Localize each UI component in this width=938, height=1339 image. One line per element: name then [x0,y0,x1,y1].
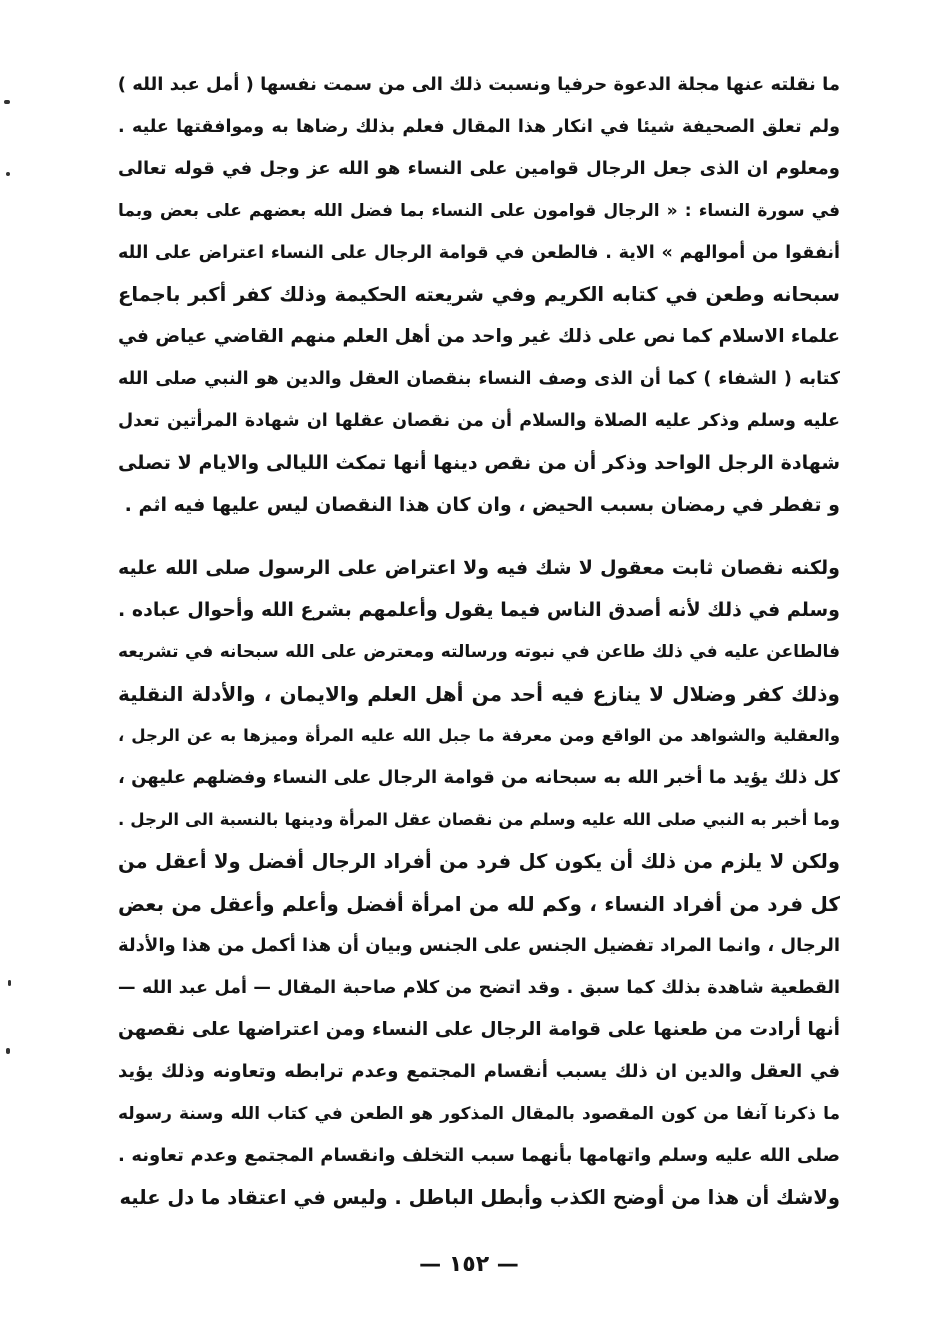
text-line: و تفطر في رمضان بسبب الحيض ، وان كان هذا النقصان ليس عليها فيه اثم . [124,494,840,516]
text-line: عليه وسلم وذكر عليه الصلاة والسلام أن من نقصان عقلها ان شهادة المرأتين تعدل [118,411,840,431]
text-line: ولم تعلق الصحيفة شيئا في انكار هذا المقال فعلم بذلك رضاها به وموافقتها عليه . [118,117,840,137]
text-line: القطعية شاهدة بذلك كما سبق . وقد اتضح من كلام صاحبة المقال — أمل عبد الله — [118,978,840,998]
paragraph-2 [118,547,840,1219]
text-line: ومعلوم ان الذى جعل الرجال قوامين على النساء هو الله عز وجل في قوله تعالى [118,158,840,179]
text-line: فالطاعن عليه في ذلك طاعن في نبوته ورسالته ومعترض على الله سبحانه في تشريعه [118,642,840,662]
text-line: ولكنه نقصان ثابت معقول لا شك فيه ولا اعتراض على الرسول صلى الله عليه [118,557,840,579]
text-line: وذلك كفر وضلال لا ينازع فيه أحد من أهل العلم والايمان ، والأدلة النقلية [118,682,840,706]
text-line: وما أخبر به النبي صلى الله عليه وسلم من نقصان عقل المرأة ودينها بالنسبة الى الرجل . [118,810,840,829]
text-line: أنفقوا من أموالهم » الاية . فالطعن في قوامة الرجال على النساء اعتراض على الله [118,243,840,263]
text-line: كل فرد من أفراد النساء ، وكم لله من امرأة أفضل وأعلم وأعقل من بعض [118,892,840,916]
text-line: كتابه ( الشفاء ) كما أن الذى وصف النساء بنقصان العقل والدين هو النبي صلى الله [118,369,840,389]
text-line: والعقلية والشواهد من الواقع ومن معرفة ما جبل الله عليه المرأة وميزها به عن الرجل ، [118,726,840,745]
paragraph-1 [118,64,840,526]
text-line: الرجال ، وانما المراد تفضيل الجنس على الجنس وبيان أن هذا أكمل من هذا والأدلة [118,935,840,956]
text-line: ما ذكرنا آنفا من كون المقصود بالمقال المذكور هو الطعن في كتاب الله وسنة رسوله [118,1104,840,1124]
text-line: شهادة الرجل الواحد وذكر أن من نقص دينها أنها تمكث الليالى والايام لا تصلى [118,452,840,474]
text-line: علماء الاسلام كما نص على ذلك غير واحد من أهل العلم منهم القاضي عياض في [118,326,840,347]
text-line: في العقل والدين ان ذلك يسبب أنقسام المجتمع وعدم ترابطه وتعاونه وذلك يؤيد [118,1061,840,1082]
text-line: وسلم في ذلك لأنه أصدق الناس فيما يقول وأعلمهم بشرع الله وأحوال عباده . [118,599,840,621]
margin-mark [4,100,10,104]
text-line: سبحانه وطعن في كتابه الكريم وفي شريعته الحكيمة وذلك كفر أكبر باجماع [118,283,840,306]
margin-mark [6,1048,10,1054]
margin-mark [8,980,11,986]
text-line: كل ذلك يؤيد ما أخبر الله به سبحانه من قوامة الرجال على النساء وفضلهم عليهن ، [118,767,840,788]
text-line: ما نقلته عنها مجلة الدعوة حرفيا ونسبت ذلك الى من سمت نفسها ( أمل عبد الله ) [118,74,840,95]
text-line: ولاشك أن هذا من أوضح الكذب وأبطل الباطل . وليس في اعتقاد ما دل عليه [119,1186,840,1209]
text-line: صلى الله عليه وسلم واتهامها بأنهما سبب التخلف وانقسام المجتمع وعدم تعاونه . [118,1145,840,1166]
text-line: في سورة النساء : « الرجال قوامون على النساء بما فضل الله بعضهم على بعض وبما [118,201,840,221]
text-line: ولكن لا يلزم من ذلك أن يكون كل فرد من أفراد الرجال أفضل ولا أعقل من [118,850,840,873]
page-number: — ١٥٢ — [419,1252,519,1277]
text-line: أنها أرادت من طعنها على قوامة الرجال على النساء ومن اعتراضها على نقصهن [118,1019,840,1040]
margin-mark [6,172,10,176]
